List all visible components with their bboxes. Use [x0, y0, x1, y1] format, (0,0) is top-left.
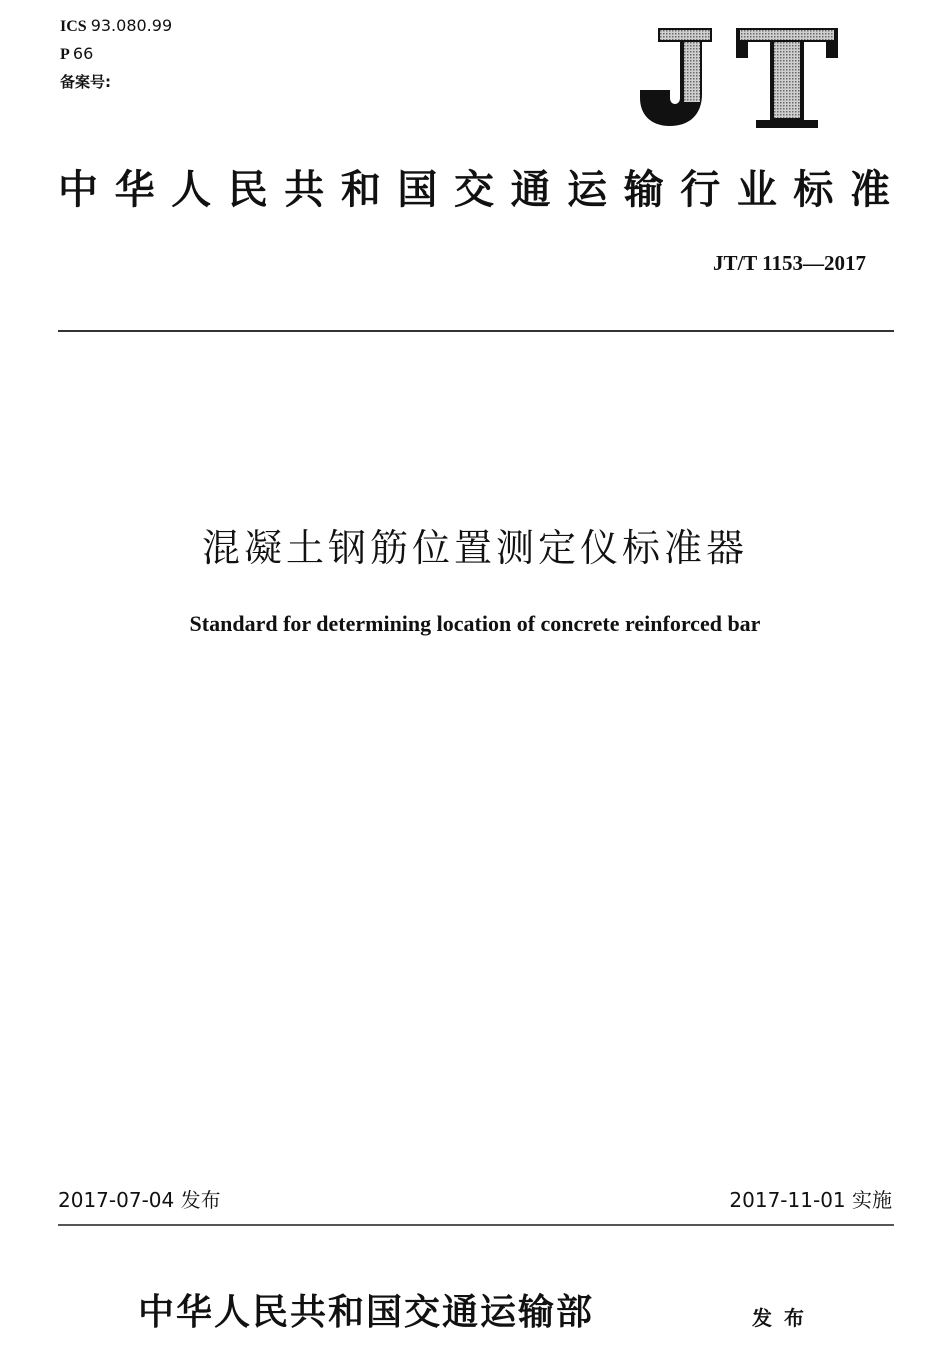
- industry-standard-title: 中华人民共和国交通运输行业标准: [58, 166, 892, 213]
- jt-logo: [636, 24, 842, 128]
- record-number-label: 备案号:: [60, 73, 111, 91]
- issue-date: 2017-07-04 发布: [58, 1188, 221, 1212]
- logo-letter-j: [640, 28, 712, 126]
- logo-letter-t: [736, 28, 838, 128]
- p-number: 66: [72, 44, 94, 63]
- p-label: P: [60, 46, 69, 63]
- bottom-divider: [58, 1224, 894, 1226]
- standard-title-chinese: 混凝土钢筋位置测定仪标准器: [201, 526, 748, 570]
- standard-title-english: Standard for determining location of concrete reinforced bar: [189, 611, 761, 636]
- ics-label: ICS: [60, 18, 87, 35]
- publisher-name: 中华人民共和国交通运输部: [138, 1291, 595, 1333]
- publish-label: 发布: [752, 1306, 816, 1330]
- ics-number: 93.080.99: [90, 16, 173, 35]
- p-code: [60, 44, 93, 65]
- top-divider: [58, 330, 894, 332]
- ics-code: [60, 16, 172, 37]
- standard-number: JT/T 1153—2017: [712, 251, 866, 275]
- implementation-date: 2017-11-01 实施: [729, 1188, 892, 1212]
